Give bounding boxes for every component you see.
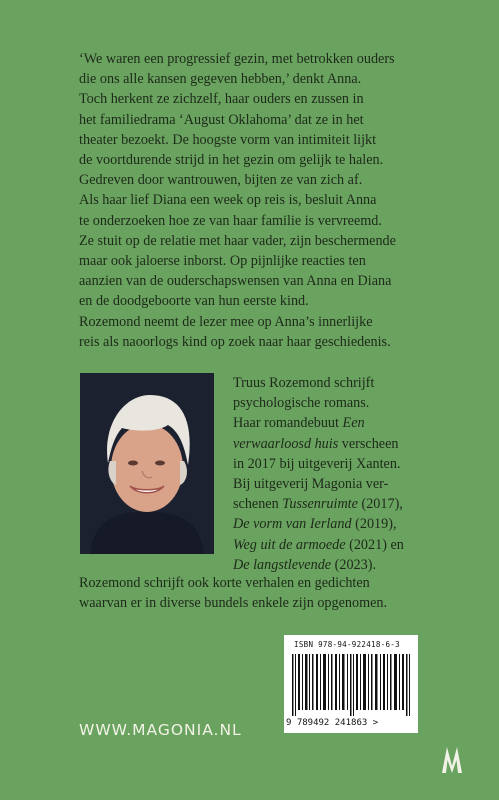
bio-line: psychologische romans. (233, 395, 370, 412)
author-photo (80, 373, 214, 554)
bio-line: Truus Rozemond schrijft (233, 375, 375, 391)
book-title: De vorm van Ierland (233, 516, 352, 533)
bio-line: waarvan er in diverse bundels enkele zijn opgenomen. (79, 595, 388, 612)
author-bio (233, 373, 433, 575)
bio-line: Bij uitgeverij Magonia ver- (233, 476, 389, 493)
blurb-line: te onderzoeken hoe ze van haar familie is vervreemd. (79, 212, 382, 229)
blurb-line: Gedreven door wantrouwen, bijten ze van zich af. (79, 172, 363, 189)
barcode-bars (292, 654, 412, 716)
isbn-label: ISBN 978-94-922418-6-3 (294, 640, 400, 649)
blurb-line: Rozemond neemt de lezer mee op Anna’s innerlijke (79, 313, 373, 330)
blurb-line: aanzien van de ouderschapswensen van Anna en Diana (79, 273, 392, 290)
book-title: verwaarloosd huis (233, 435, 339, 452)
blurb-line: ‘We waren een progressief gezin, met betrokken ouders (79, 51, 395, 67)
blurb-line: het familiedrama ‘August Oklahoma’ dat ze in het (79, 111, 364, 128)
bio-line: Haar romandebuut Een (233, 415, 365, 432)
book-title: Tussenruimte (282, 496, 358, 513)
bio-line: verwaarloosd huis verscheen (233, 435, 399, 452)
bio-line: schenen Tussenruimte (2017), (233, 496, 403, 513)
bio-line: De vorm van Ierland (2019), (233, 516, 397, 533)
author-bio-continued (79, 573, 429, 613)
book-title: Een (342, 415, 365, 432)
blurb-line: theater bezoekt. De hoogste vorm van intimiteit lijkt (79, 131, 377, 148)
barcode-digits: 9 789492 241863 > (286, 718, 379, 728)
blurb-line: Toch herkent ze zichzelf, haar ouders en zussen in (79, 91, 364, 108)
blurb-text (79, 49, 424, 352)
blurb-line: Als haar lief Diana een week op reis is, besluit Anna (79, 192, 377, 209)
blurb-line: de voortdurende strijd in het gezin om gelijk te halen. (79, 152, 384, 169)
publisher-website: WWW.MAGONIA.NL (79, 721, 242, 739)
bio-line: De langstlevende (2023). (233, 556, 377, 573)
bio-line: in 2017 bij uitgeverij Xanten. (233, 455, 401, 472)
blurb-line: reis als naoorlogs kind op zoek naar haar geschiedenis. (79, 333, 391, 350)
blurb-line: die ons alle kansen gegeven hebben,’ denkt Anna. (79, 71, 362, 88)
blurb-line: maar ook jaloerse inborst. Op pijnlijke reacties ten (79, 253, 366, 270)
blurb-line: Ze stuit op de relatie met haar vader, zijn beschermende (79, 232, 396, 249)
bio-line: Rozemond schrijft ook korte verhalen en gedichten (79, 575, 370, 591)
blurb-line: en de doodgeboorte van hun eerste kind. (79, 293, 309, 310)
bio-line: Weg uit de armoede (2021) en (233, 536, 404, 553)
book-title: Weg uit de armoede (233, 536, 346, 553)
magonia-logo-icon (440, 744, 464, 774)
book-title: De langstlevende (233, 556, 332, 573)
